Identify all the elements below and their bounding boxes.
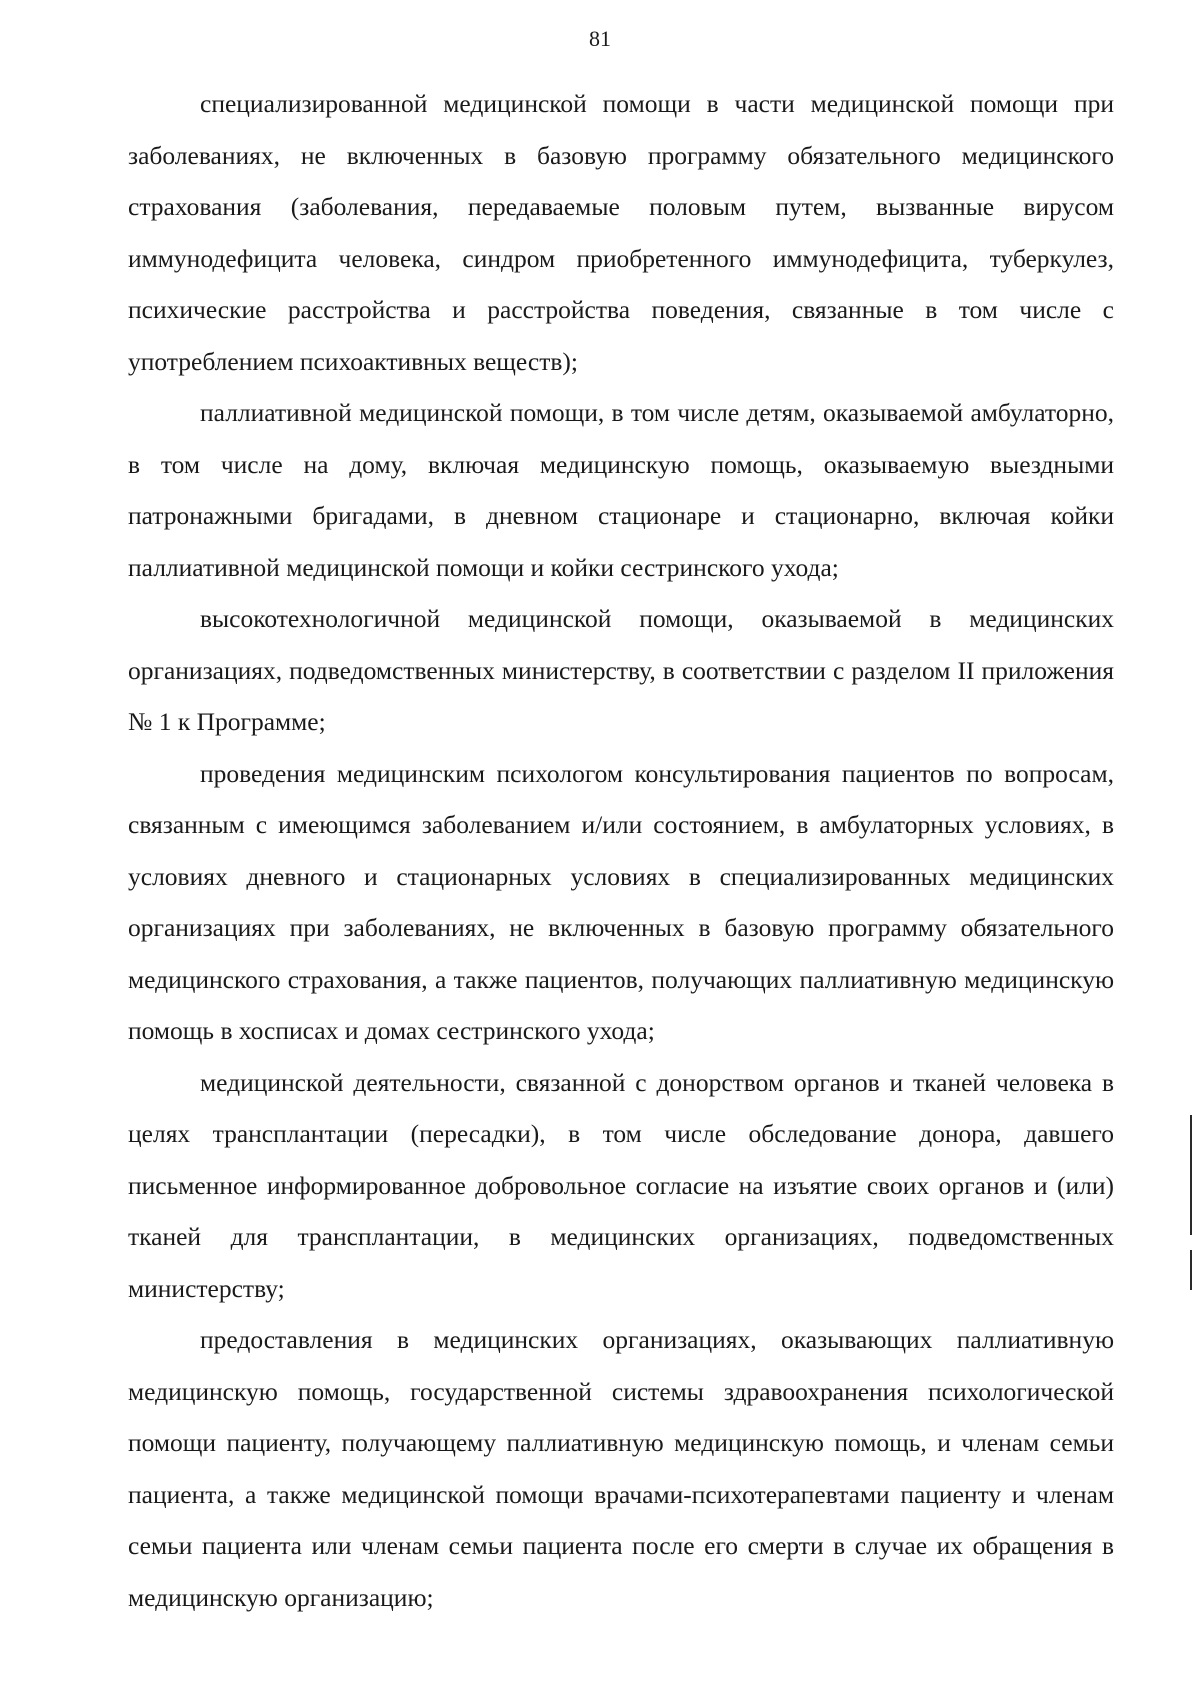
- page-number: 81: [589, 26, 611, 51]
- scan-edge-mark: [1190, 1250, 1192, 1290]
- paragraph-palliative-care: паллиативной медицинской помощи, в том числе детям, оказываемой амбулаторно, в том числе на дому, включая медицинскую помощь, оказываемую выездными патронажными бригадами, в дневном стационаре и стационарно, включая койки паллиативной медицинской помощи и койки сестринского ухода;: [128, 398, 1114, 582]
- paragraph-high-tech-care: высокотехнологичной медицинской помощи, оказываемой в медицинских организациях, подведомственных министерству, в соответствии с разделом II приложения № 1 к Программе;: [128, 604, 1114, 736]
- paragraph-psychologist-consulting: проведения медицинским психологом консультирования пациентов по вопросам, связанным с имеющимся заболеванием и/или состоянием, в амбулаторных условиях, в условиях дневного и стационарных условиях в специализированных медицинских организациях при заболеваниях, не включенных в базовую программу обязательного медицинского страхования, а также пациентов, получающих паллиативную медицинскую помощь в хосписах и домах сестринского ухода;: [128, 758, 1114, 1045]
- document-body: [128, 78, 1114, 1623]
- paragraph-specialized-care: специализированной медицинской помощи в части медицинской помощи при заболеваниях, не включенных в базовую программу обязательного медицинского страхования (заболевания, передаваемые половым путем, вызванные вирусом иммунодефицита человека, синдром приобретенного иммунодефицита, туберкулез, психические расстройства и расстройства поведения, связанные в том числе с употреблением психоактивных веществ);: [128, 89, 1114, 376]
- scan-edge-mark: [1190, 1115, 1192, 1235]
- paragraph-psychological-help: предоставления в медицинских организациях, оказывающих паллиативную медицинскую помощь, государственной системы здравоохранения психологической помощи пациенту, получающему паллиативную медицинскую помощь, и членам семьи пациента, а также медицинской помощи врачами-психотерапевтами пациенту и членам семьи пациента или членам семьи пациента после его смерти в случае их обращения в медицинскую организацию;: [128, 1325, 1114, 1612]
- paragraph-organ-donation: медицинской деятельности, связанной с донорством органов и тканей человека в целях трансплантации (пересадки), в том числе обследование донора, давшего письменное информированное добровольное согласие на изъятие своих органов и (или) тканей для трансплантации, в медицинских организациях, подведомственных министерству;: [128, 1067, 1114, 1303]
